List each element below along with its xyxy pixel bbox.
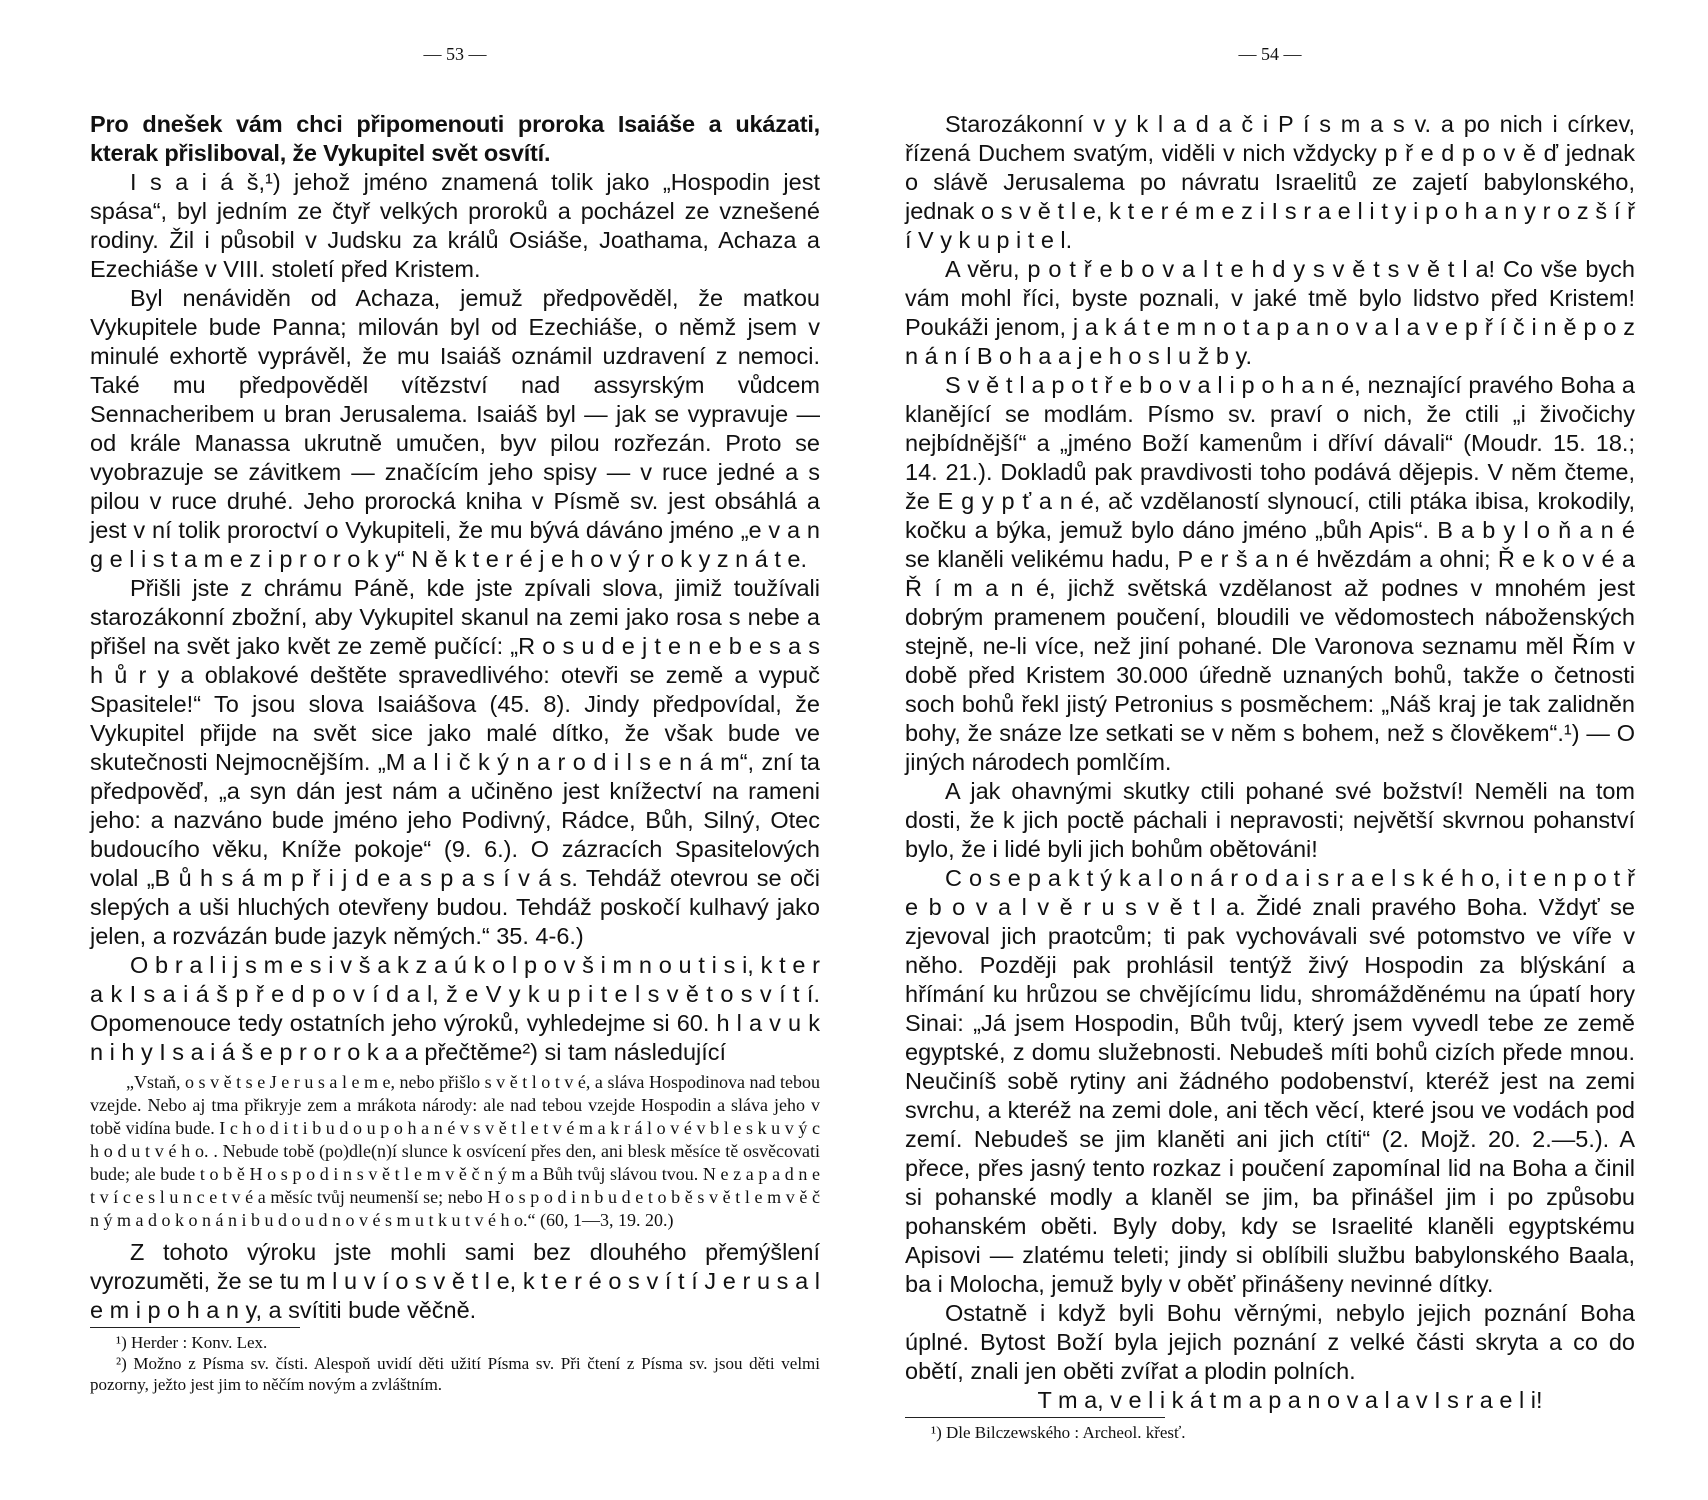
paragraph: I s a i á š,¹) jehož jméno znamená tolik jako „Hospodin jest spása“, byl jedním ze čtyř velkých proroků a pocházel ze vznešené rodiny. Žil i působil v Judsku za králů Osiáše, Joathama, Achaza a Ezechiáše v VIII. století před Kristem. (90, 169, 820, 282)
right-body (905, 110, 1635, 1415)
closing-paragraph: Z tohoto výroku jste mohli sami bez dlouhého přemýšlení vyrozuměti, že se tu m l u v í o s v ě t l e, k t e r é o s v í t í J e r u s a l e m i p o h a n y, a svítiti bude věčně. (90, 1239, 820, 1323)
paragraph: A jak ohavnými skutky ctili pohané své božství! Neměli na tom dosti, že k jich poctě páchali i nepravosti; největší skvrnou pohanství bylo, že i lidé byli jich bohům obětováni! (905, 778, 1635, 862)
footnotes (905, 1422, 1635, 1443)
quote-text: „Vstaň, o s v ě t s e J e r u s a l e m e, nebo přišlo s v ě t l o t v é, a sláva Hospodinova nad tebou vzejde. Nebo aj tma přikryje zem a mrákota národy: ale nad tebou vzejde Hospodin a sláva jeho v tobě vidína bude. I c h o d i t i b u d o u p o h a n é v s v ě t l e t v é m a k r á l o v é v b l e s k u v ý c h o d u t v é h o. . Nebude tobě (po)dle(n)í slunce k osvícení přes den, ani blesk měsíce tě osvěcovati bude; ale bude t o b ě H o s p o d i n s v ě t l e m v ě č n ý m a Bůh tvůj slávou tvou. N e z a p a d n e t v í c e s l u n c e t v é a měsíc tvůj neumenší se; nebo H o s p o d i n b u d e t o b ě s v ě t l e m v ě č n ý m a d o k o n á n i b u d o u d n o v é s m u t k u t v é h o.“ (60, 1—3, 19. 20.) (90, 1072, 820, 1230)
scripture-quote (90, 1071, 820, 1232)
left-closing (90, 1238, 820, 1325)
paragraph: Starozákonní v y k l a d a č i P í s m a s v. a po nich i církev, řízená Duchem svatým, viděli v nich vždycky p ř e d p o v ě ď jednak o slávě Jerusalema po návratu Israelitů ze zajetí babylonského, jednak o s v ě t l e, k t e r é m e z i I s r a e l i t y i p o h a n y r o z š í ř í V y k u p i t e l. (905, 111, 1635, 253)
section-heading: Pro dnešek vám chci připomenouti proroka Isaiáše a ukázati, kterak přisliboval, že Vykupitel svět osvítí. (90, 111, 820, 166)
left-body (90, 110, 820, 1067)
paragraph: C o s e p a k t ý k a l o n á r o d a i s r a e l s k é h o, i t e n p o t ř e b o v a l v ě r u s v ě t l a. Židé znali pravého Boha. Vždyť se zjevoval jich praotcům; ti pak vychovávali své potomstvo ve víře v něho. Později pak prohlásil tentýž živý Hospodin za blýskání a hřímání ku hrůzou se chvějícímu lidu, shromážděnému na úpatí hory Sinai: „Já jsem Hospodin, Bůh tvůj, který jsem vyvedl tebe ze země egyptské, z domu služebnosti. Nebudeš míti bohů cizích přede mnou. Neučiníš sobě rytiny ani žádného podobenství, kteréž jest na zemi svrchu, a kteréž na zemi dole, ani těch věcí, které jsou ve vodách pod zemí. Nebudeš se jim klaněti ani jich ctíti“ (2. Mojž. 20. 2.—5.). A přece, přes jasný tento rozkaz i poučení zapomínal lid na Boha a činil si pohanské modly a klaněl se jim, ba přinášel jim i po způsobu pohanském oběti. Byly doby, kdy se Israelité klaněli egyptskému Apisovi — zlatému teleti; jindy si oblíbili službu babylonského Baala, ba i Molocha, jemuž byly v oběť přinášeny nevinné dítky. (905, 865, 1635, 1297)
closing-line: T m a, v e l i k á t m a p a n o v a l a v I s r a e l i! (1037, 1387, 1543, 1413)
paragraph: O b r a l i j s m e s i v š a k z a ú k o l p o v š i m n o u t i s i, k t e r a k I s a i á š p ř e d p o v í d a l, ž e V y k u p i t e l s v ě t o s v í t í. Opomenouce tedy ostatních jeho výroků, vyhledejme si 60. h l a v u k n i h y I s a i á š e p r o r o k a a přečtěme²) si tam následující (90, 952, 820, 1065)
paragraph: Byl nenáviděn od Achaza, jemuž předpověděl, že matkou Vykupitele bude Panna; milován byl od Ezechiáše, o němž jsem v minulé exhortě vyprávěl, že mu Isaiáš oznámil uzdravení z nemoci. Také mu předpověděl vítězství nad assyrským vůdcem Sennacheribem u bran Jerusalema. Isaiáš byl — jak se vypravuje — od krále Manassa ukrutně umučen, byv pilou rozřezán. Proto se vyobrazuje se závitkem — značícím jeho spisy — v ruce jedné a s pilou v ruce druhé. Jeho prorocká kniha v Písmě sv. jest obsáhlá a jest v ní tolik proroctví o Vykupiteli, že mu bývá dáváno jméno „e v a n g e l i s t a m e z i p r o r o k y“ N ě k t e r é j e h o v ý r o k y z n á t e. (90, 285, 820, 572)
footnote-separator (905, 1417, 1165, 1418)
paragraph: A věru, p o t ř e b o v a l t e h d y s v ě t s v ě t l a! Co vše bych vám mohl říci, byste poznali, v jaké tmě bylo lidstvo před Kristem! Poukáži jenom, j a k á t e m n o t a p a n o v a l a v e p ř í č i n ě p o z n á n í B o h a a j e h o s l u ž b y. (905, 256, 1635, 369)
footnotes (90, 1332, 820, 1395)
paragraph: Ostatně i když byli Bohu věrnými, nebylo jejich poznání Boha úplné. Bytost Boží byla jejich poznání z velké části skryta a co do obětí, znali jen oběti zvířat a plodin polních. (905, 1300, 1635, 1384)
paragraph: Přišli jste z chrámu Páně, kde jste zpívali slova, jimiž toužívali starozákonní zbožní, aby Vykupitel skanul na zemi jako rosa s nebe a přišel na svět jako květ ze země pučící: „R o s u d e j t e n e b e s a s h ů r y a oblakové deštěte spravedlivého: otevři se země a vypuč Spasitele!“ To jsou slova Isaiášova (45. 8). Jindy předpovídal, že Vykupitel přijde na svět sice jako malé dítko, že však bude ve skutečnosti Nejmocnějším. „M a l i č k ý n a r o d i l s e n á m“, zní ta předpověď, „a syn dán jest nám a učiněno jest knížectví na rameni jeho: a nazváno bude jméno jeho Podivný, Rádce, Bůh, Silný, Otec budoucího věku, Kníže pokoje“ (9. 6.). O zázracích Spasitelových volal „B ů h s á m p ř i j d e a s p a s í v á s. Tehdáž otevrou se oči slepých a uši hluchých otevřeny budou. Tehdáž poskočí kulhavý jako jelen, a rozvázán bude jazyk němých.“ 35. 4-6.) (90, 575, 820, 949)
right-page (905, 0, 1635, 1500)
footnote-separator (90, 1327, 300, 1328)
footnote: ²) Možno z Písma sv. čísti. Alespoň uvidí děti užití Písma sv. Při čtení z Písma sv. jsou děti velmi pozorny, ježto jest jim to něčím novým a zvláštním. (90, 1354, 820, 1394)
page-number: — 54 — (1238, 44, 1302, 64)
left-page (90, 0, 820, 1500)
footnote: ¹) Dle Bilczewského : Archeol. křesť. (931, 1423, 1186, 1442)
paragraph: S v ě t l a p o t ř e b o v a l i p o h a n é, neznající pravého Boha a klanějící se modlám. Písmo sv. praví o nich, že ctili „i živočichy nejbídnější“ a „jméno Boží kamenům i dříví dávali“ (Moudr. 15. 18.; 14. 21.). Dokladů pak pravdivosti toho podává dějepis. V něm čteme, že E g y p ť a n é, ač vzdělaností slynoucí, ctili ptáka ibisa, krokodily, kočku a býka, jemuž bylo dáno jméno „bůh Apis“. B a b y l o ň a n é se klaněli velikému hadu, P e r š a n é hvězdám a ohni; Ř e k o v é a Ř í m a n é, jichž světská vzdělanost až podnes v mnohém jest dobrým pramenem poučení, bloudili ve vědomostech náboženských stejně, ne-li více, než jiní pohané. Dle Varonova seznamu měl Řím v době před Kristem 30.000 úředně uznaných bohů, takže o četnosti soch bohů řekl jistý Petronius s posměchem: „Náš kraj je tak zalidněn bohy, že snáze lze setkati se v něm s bohem, než s člověkem“.¹) — O jiných národech pomlčím. (905, 372, 1635, 775)
page-number: — 53 — (423, 44, 487, 64)
footnote: ¹) Herder : Konv. Lex. (116, 1333, 268, 1352)
